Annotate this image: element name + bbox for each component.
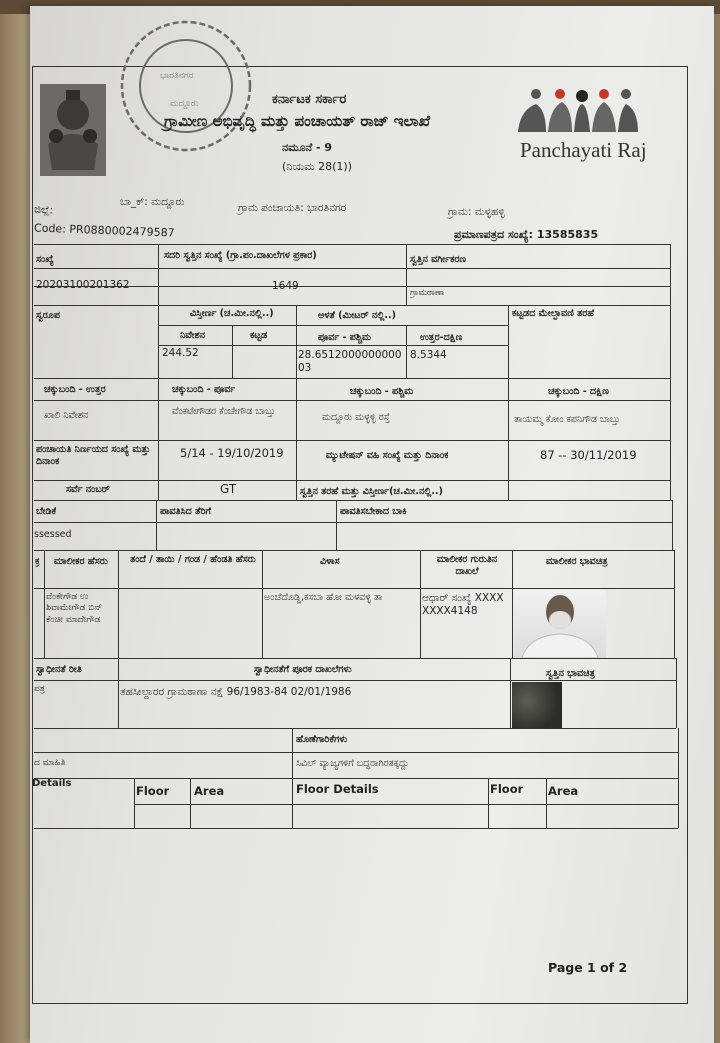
due-tax-label: ಪಾವತಿಸಬೇಕಾದ ಬಾಕಿ — [340, 506, 407, 517]
rule-number: (ನಿಯಮ 28(1)) — [282, 160, 353, 173]
serial-no-header: ಸಂಖ್ಯೆ — [36, 254, 54, 265]
assessment-status: ssessed — [34, 529, 72, 540]
boundary-west-header: ಚಕ್ಕುಬಂದಿ - ಪಶ್ಚಿಮ — [350, 386, 414, 397]
liabilities-value: ಸಿವಿಲ್ ವ್ಯಾಜ್ಯಗಳಿಗೆ ಬದ್ಧರಾಗಿರತಕ್ಕದ್ದು — [296, 758, 409, 769]
owner-photo — [514, 590, 606, 658]
village-label: ಗ್ರಾಮ: ಮಳ್ಳಹಳ್ಳಿ — [448, 206, 505, 218]
resolution-label: ಪಂಚಾಯತಿ ನಿರ್ಣಯದ ಸಂಖ್ಯೆ ಮತ್ತು ದಿನಾಂಕ — [36, 444, 151, 467]
panchayati-raj-logo-icon — [516, 88, 640, 136]
area-header: ವಿಸ್ತೀರ್ಣ (ಚ.ಮೀ.ನಲ್ಲಿ..) — [190, 308, 274, 319]
boundary-east-value: ವೆಂಕಟೇಗೌಡರ ಕೆಂಚೇಗೌಡ ಬಾಬ್ತು — [172, 406, 276, 417]
east-west-header: ಪೂರ್ವ - ಪಶ್ಚಿಮ — [318, 332, 372, 343]
certificate-number: ಪ್ರಮಾಣಪತ್ರದ ಸಂಖ್ಯೆ: 13585835 — [454, 228, 599, 241]
mutation-value: 87 -- 30/11/2019 — [540, 448, 637, 462]
type-header: ಸ್ವರೂಪ — [36, 310, 60, 321]
resolution-value: 5/14 - 19/10/2019 — [180, 446, 284, 460]
survey-label: ಸರ್ವೆ ನಂಬರ್ — [66, 484, 110, 495]
possession-docs-header: ಸ್ವಾಧೀನತೆಗೆ ಪೂರಕ ದಾಖಲೆಗಳು — [254, 664, 352, 675]
taluk-label: ಬಾ_ಕ್: ಮದ್ದೂರು — [120, 196, 185, 208]
boundary-west-value: ಮದ್ದೂರು ಮಳ್ಳಳ್ಳಿ ರಸ್ತೆ — [322, 412, 391, 423]
district-label: ಜಿಲ್ಲೆ: — [33, 203, 54, 217]
liabilities-header: ಹೊಣೆಗಾರಿಕೆಗಳು — [296, 734, 348, 745]
karnataka-emblem-icon — [40, 84, 106, 176]
asset-number: 1649 — [272, 280, 299, 292]
property-code: Code: PR0880002479587 — [33, 221, 175, 240]
svg-text:ಭಾರತಿನಗರ: ಭಾರತಿನಗರ — [160, 71, 194, 81]
floor-header-1: Floor — [136, 784, 170, 798]
owner-serial-header: ಕ್ರ — [35, 556, 40, 567]
asset-photo — [512, 682, 562, 728]
official-seal-stamp — [116, 16, 256, 156]
possession-docs-value: ತಹಸೀಲ್ದಾರರ ಗ್ರಾಮಠಾಣಾ ನಕ್ಷೆ 96/1983-84 02/01/1986 — [120, 686, 352, 698]
mutation-label: ಮ್ಯುಟೇಷನ್ ವಹಿ ಸಂಖ್ಯೆ ಮತ್ತು ದಿನಾಂಕ — [326, 450, 449, 461]
gram-panchayat-label: ಗ್ರಾಮ ಪಂಚಾಯತಿ: ಭಾರತಿನಗರ — [238, 202, 347, 214]
owner-id-document: ಆಧಾರ್ ಸಂಖ್ಯೆ XXXXXXXX4148 — [422, 592, 504, 618]
asset-type-label: ಸ್ವತ್ತಿನ ತರಹೆ ಮತ್ತು ವಿಸ್ತೀರ್ಣ(ಚ.ಮೀ.ನಲ್ಲಿ..) — [300, 486, 443, 497]
property-id: 20203100201362 — [36, 279, 130, 291]
form-number: ನಮೂನೆ - 9 — [282, 141, 333, 154]
liabilities-left-label: ದ ಮಾಹಿತಿ — [34, 758, 66, 768]
classification-value: ಗ್ರಾಮಠಾಣಾ — [410, 288, 445, 298]
site-header: ನಿವೇಶನ — [180, 330, 205, 341]
survey-value: GT — [220, 482, 237, 496]
north-south-value: 8.5344 — [410, 349, 447, 361]
possession-mode-value: ಪತ್ರ — [34, 684, 45, 694]
asset-no-header: ಸದರಿ ಸ್ವತ್ತಿನ ಸಂಖ್ಯೆ (ಗ್ರಾ.ಪಂ.ದಾಖಲೆಗಳ ಪ್ರಕಾರ) — [164, 250, 317, 261]
desk-background — [0, 0, 34, 1043]
brand-name: Panchayati Raj — [520, 138, 647, 162]
boundary-south-header: ಚಕ್ಕುಬಂದಿ - ದಕ್ಷಿಣ — [548, 386, 609, 397]
dimension-header: ಅಳತೆ (ಮೀಟರ್ ನಲ್ಲಿ..) — [318, 310, 396, 321]
possession-mode-label: ಸ್ವಾಧೀನತೆ ರೀತಿ — [36, 664, 82, 675]
owner-photo-header: ಮಾಲೀಕರ ಭಾವಚಿತ್ರ — [546, 556, 608, 567]
paid-tax-label: ಪಾವತಿಸಿದ ತೆರಿಗೆ — [160, 506, 212, 517]
floor-details-header: Floor Details — [296, 782, 379, 796]
area-header-2: Area — [548, 784, 579, 798]
boundary-east-header: ಚಕ್ಕುಬಂದಿ - ಪೂರ್ವ — [172, 384, 236, 395]
area-header-1: Area — [194, 784, 225, 798]
site-area-value: 244.52 — [162, 347, 199, 359]
floor-header-2: Floor — [490, 782, 524, 796]
boundary-south-value: ತಾಯಮ್ಮ ಕೋಂ ಕಪನಿಗೌಡ ಬಾಬ್ತು — [514, 414, 621, 425]
govt-title: ಕರ್ನಾಟಕ ಸರ್ಕಾರ — [272, 92, 347, 107]
building-header: ಕಟ್ಟಡ — [250, 330, 268, 341]
department-title: ಗ್ರಾಮೀಣ ಅಭಿವೃದ್ಧಿ ಮತ್ತು ಪಂಚಾಯತ್ ರಾಜ್ ಇಲಾಖೆ — [164, 112, 431, 130]
north-south-header: ಉತ್ತರ-ದಕ್ಷಿಣ — [420, 332, 463, 343]
details-label: Details — [32, 778, 72, 789]
east-west-value: 28.651200000000003 — [298, 349, 402, 375]
owner-name-header: ಮಾಲೀಕರ ಹೆಸರು — [54, 556, 108, 567]
boundary-north-value: ಖಾಲಿ ನಿವೇಶನ — [44, 410, 89, 421]
owner-name: ವೆಂಕೇಗೌಡ ಉ ಶಿವಾಮೇಗೌಡ ಬಿನ್ ಕೆಂಚೀ ಮಾದೇಗೌಡ — [46, 592, 103, 625]
svg-text:ಮದ್ದೂರು: ಮದ್ದೂರು — [170, 99, 199, 109]
classification-header: ಸ್ವತ್ತಿನ ವರ್ಗೀಕರಣ — [410, 254, 467, 265]
owner-parent-header: ತಂದೆ / ತಾಯಿ / ಗಂಡ / ಹೆಂಡತಿ ಹೆಸರು — [130, 554, 256, 565]
owner-id-header: ಮಾಲೀಕರ ಗುರುತಿನ ದಾಖಲೆ — [436, 554, 498, 577]
owner-address-header: ವಿಳಾಸ — [320, 556, 340, 567]
owner-address: ಅಂಚೆದೊಡ್ಡಿ,ಕಸಬಾ ಹೋ ಮಳವಳ್ಳಿ ತಾ — [264, 592, 383, 603]
boundary-north-header: ಚಕ್ಕುಬಂದಿ - ಉತ್ತರ — [44, 384, 106, 395]
demand-label: ಬೇಡಿಕೆ — [36, 506, 57, 517]
asset-photo-header: ಸ್ವತ್ತಿನ ಭಾವಚಿತ್ರ — [546, 668, 595, 679]
page-number: Page 1 of 2 — [548, 960, 628, 975]
roof-type-header: ಕಟ್ಟಡದ ಮೇಲ್ಛಾವಣಿ ತರಹೆ — [512, 308, 595, 319]
